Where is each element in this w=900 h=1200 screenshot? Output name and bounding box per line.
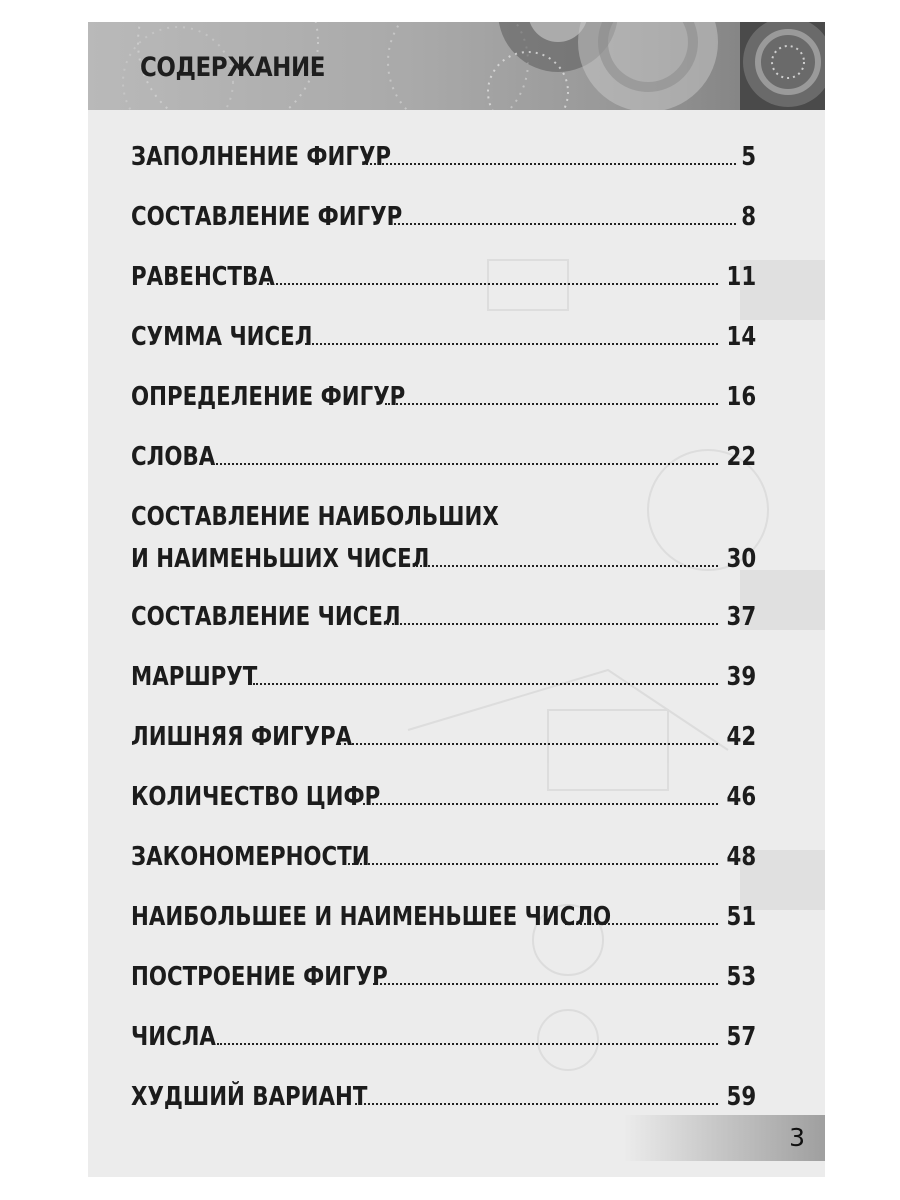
toc-entry[interactable] [131,142,756,182]
dot-leader [363,802,718,805]
toc-entry-page: 46 [726,782,756,812]
toc-entry-page: 16 [726,382,756,412]
toc-entry-page: 30 [726,544,756,574]
dot-leader [253,682,718,685]
dot-leader [413,564,718,567]
dot-leader [373,982,718,985]
dot-leader [366,162,736,165]
toc-entry-page: 51 [726,902,756,932]
book-page [88,22,825,1177]
toc-entry-title: СУММА ЧИСЕЛ [131,322,313,352]
toc-entry-page: 59 [726,1082,756,1112]
dot-leader [355,1102,718,1105]
toc-entry-title: НАИБОЛЬШЕЕ И НАИМЕНЬШЕЕ ЧИСЛО [131,902,612,932]
toc-entry-page: 14 [726,322,756,352]
toc-entry-title-line1: СОСТАВЛЕНИЕ НАИБОЛЬШИХ [131,502,499,532]
dot-leader [211,462,718,465]
toc-entry-title: ЧИСЛА [131,1022,216,1052]
toc-entry[interactable] [131,902,756,942]
page-number-bar [623,1115,825,1161]
toc-entry[interactable] [131,442,756,482]
toc-entry[interactable] [131,962,756,1002]
toc-entry-page: 42 [726,722,756,752]
toc-entry-title: РАВЕНСТВА [131,262,275,292]
toc-entry-title: И НАИМЕНЬШИХ ЧИСЕЛ [131,544,430,574]
toc-entry-title: МАРШРУТ [131,662,258,692]
toc-entry-title: СЛОВА [131,442,216,472]
toc-entry-title: СОСТАВЛЕНИЕ ФИГУР [131,202,403,232]
toc-entry-page: 57 [726,1022,756,1052]
toc-entry-page: 37 [726,602,756,632]
toc-entry[interactable] [131,262,756,302]
toc-entry-page: 22 [726,442,756,472]
header-banner [88,22,825,110]
toc-entry-title: ЗАПОЛНЕНИЕ ФИГУР [131,142,392,172]
dot-leader [343,862,718,865]
page-number: 3 [789,1123,805,1152]
toc-entry[interactable] [131,722,756,762]
dot-leader [339,742,718,745]
toc-entry-page: 53 [726,962,756,992]
dot-leader [217,1042,718,1045]
toc-entry[interactable] [131,1022,756,1062]
toc-entry-page: 39 [726,662,756,692]
dot-leader [305,342,718,345]
page-title: СОДЕРЖАНИЕ [140,52,325,83]
toc-entry-page: 5 [741,142,756,172]
toc-entry[interactable] [131,602,756,642]
toc-entry-page: 48 [726,842,756,872]
toc-entry-title: ЗАКОНОМЕРНОСТИ [131,842,370,872]
dot-leader [387,622,718,625]
toc-entry[interactable] [131,202,756,242]
toc-entry-title: ЛИШНЯЯ ФИГУРА [131,722,353,752]
dot-leader [389,222,736,225]
toc-entry-title: ОПРЕДЕЛЕНИЕ ФИГУР [131,382,406,412]
toc-entry-title: КОЛИЧЕСТВО ЦИФР [131,782,381,812]
toc-entry-title: СОСТАВЛЕНИЕ ЧИСЕЛ [131,602,401,632]
dot-leader [267,282,718,285]
toc-entry[interactable] [131,382,756,422]
toc-entry-title: ХУДШИЙ ВАРИАНТ [131,1082,368,1112]
toc-entry-title: ПОСТРОЕНИЕ ФИГУР [131,962,388,992]
toc-entry[interactable] [131,842,756,882]
toc-entry-page: 8 [741,202,756,232]
toc-entry[interactable] [131,502,756,584]
toc-entry-page: 11 [726,262,756,292]
dot-leader [385,402,718,405]
toc-entry[interactable] [131,322,756,362]
toc-entry[interactable] [131,662,756,702]
toc-entry[interactable] [131,782,756,822]
